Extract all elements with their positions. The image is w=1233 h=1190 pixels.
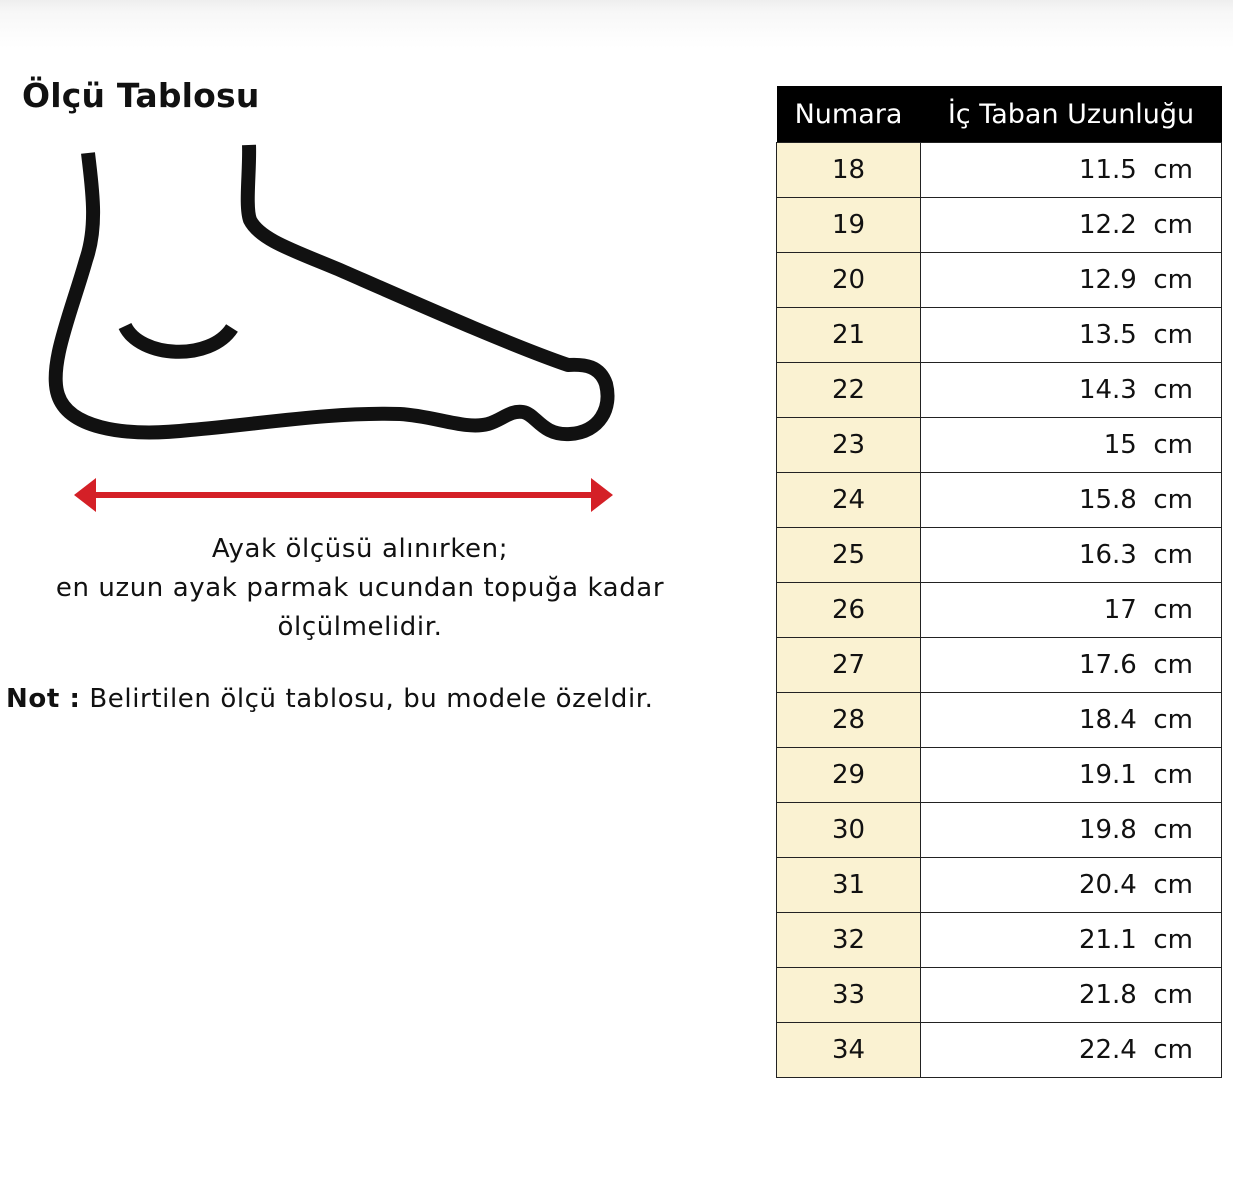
size-table-body: [777, 143, 1222, 1078]
table-row: [777, 913, 1222, 968]
size-number-cell: 20: [777, 253, 921, 308]
size-number-cell: 23: [777, 418, 921, 473]
table-row: [777, 803, 1222, 858]
size-number-cell: 21: [777, 308, 921, 363]
header-insole-length: İç Taban Uzunluğu: [921, 86, 1222, 143]
size-number-cell: 33: [777, 968, 921, 1023]
instruction-line-2: en uzun ayak parmak ucundan topuğa kadar: [55, 573, 665, 603]
model-note: [6, 684, 654, 714]
insole-length-cell: 19.8 cm: [921, 803, 1222, 858]
size-number-cell: 32: [777, 913, 921, 968]
table-row: [777, 473, 1222, 528]
size-number-cell: 24: [777, 473, 921, 528]
table-row: [777, 198, 1222, 253]
table-row: [777, 583, 1222, 638]
page-title: Ölçü Tablosu: [22, 76, 260, 115]
measurement-instruction: [10, 530, 710, 647]
table-row: [777, 363, 1222, 418]
table-row: [777, 858, 1222, 913]
insole-length-cell: 14.3 cm: [921, 363, 1222, 418]
size-number-cell: 34: [777, 1023, 921, 1078]
instruction-line-1: Ayak ölçüsü alınırken;: [211, 534, 509, 564]
insole-length-cell: 13.5 cm: [921, 308, 1222, 363]
table-row: [777, 253, 1222, 308]
insole-length-cell: 17 cm: [921, 583, 1222, 638]
insole-length-cell: 15.8 cm: [921, 473, 1222, 528]
table-row: [777, 143, 1222, 198]
instruction-line-3: ölçülmelidir.: [277, 612, 443, 642]
insole-length-cell: 12.2 cm: [921, 198, 1222, 253]
size-number-cell: 26: [777, 583, 921, 638]
insole-length-cell: 15 cm: [921, 418, 1222, 473]
insole-length-cell: 11.5 cm: [921, 143, 1222, 198]
size-number-cell: 29: [777, 748, 921, 803]
insole-length-cell: 20.4 cm: [921, 858, 1222, 913]
insole-length-cell: 19.1 cm: [921, 748, 1222, 803]
size-number-cell: 19: [777, 198, 921, 253]
insole-length-cell: 18.4 cm: [921, 693, 1222, 748]
size-number-cell: 30: [777, 803, 921, 858]
size-number-cell: 27: [777, 638, 921, 693]
insole-length-cell: 21.8 cm: [921, 968, 1222, 1023]
insole-length-cell: 16.3 cm: [921, 528, 1222, 583]
insole-length-cell: 22.4 cm: [921, 1023, 1222, 1078]
foot-outline-icon: [40, 140, 630, 520]
size-number-cell: 18: [777, 143, 921, 198]
header-number: Numara: [777, 86, 921, 143]
table-row: [777, 748, 1222, 803]
insole-length-cell: 12.9 cm: [921, 253, 1222, 308]
size-number-cell: 22: [777, 363, 921, 418]
note-label: Not :: [6, 684, 81, 714]
table-row: [777, 1023, 1222, 1078]
size-number-cell: 28: [777, 693, 921, 748]
table-row: [777, 968, 1222, 1023]
table-header-row: [777, 86, 1222, 143]
table-row: [777, 528, 1222, 583]
size-number-cell: 25: [777, 528, 921, 583]
insole-length-cell: 17.6 cm: [921, 638, 1222, 693]
table-row: [777, 638, 1222, 693]
double-arrow-icon: [74, 478, 613, 512]
insole-length-cell: 21.1 cm: [921, 913, 1222, 968]
table-row: [777, 308, 1222, 363]
size-table: [776, 86, 1222, 1078]
table-row: [777, 418, 1222, 473]
note-text: Belirtilen ölçü tablosu, bu modele özeldir.: [80, 684, 654, 714]
size-number-cell: 31: [777, 858, 921, 913]
table-row: [777, 693, 1222, 748]
